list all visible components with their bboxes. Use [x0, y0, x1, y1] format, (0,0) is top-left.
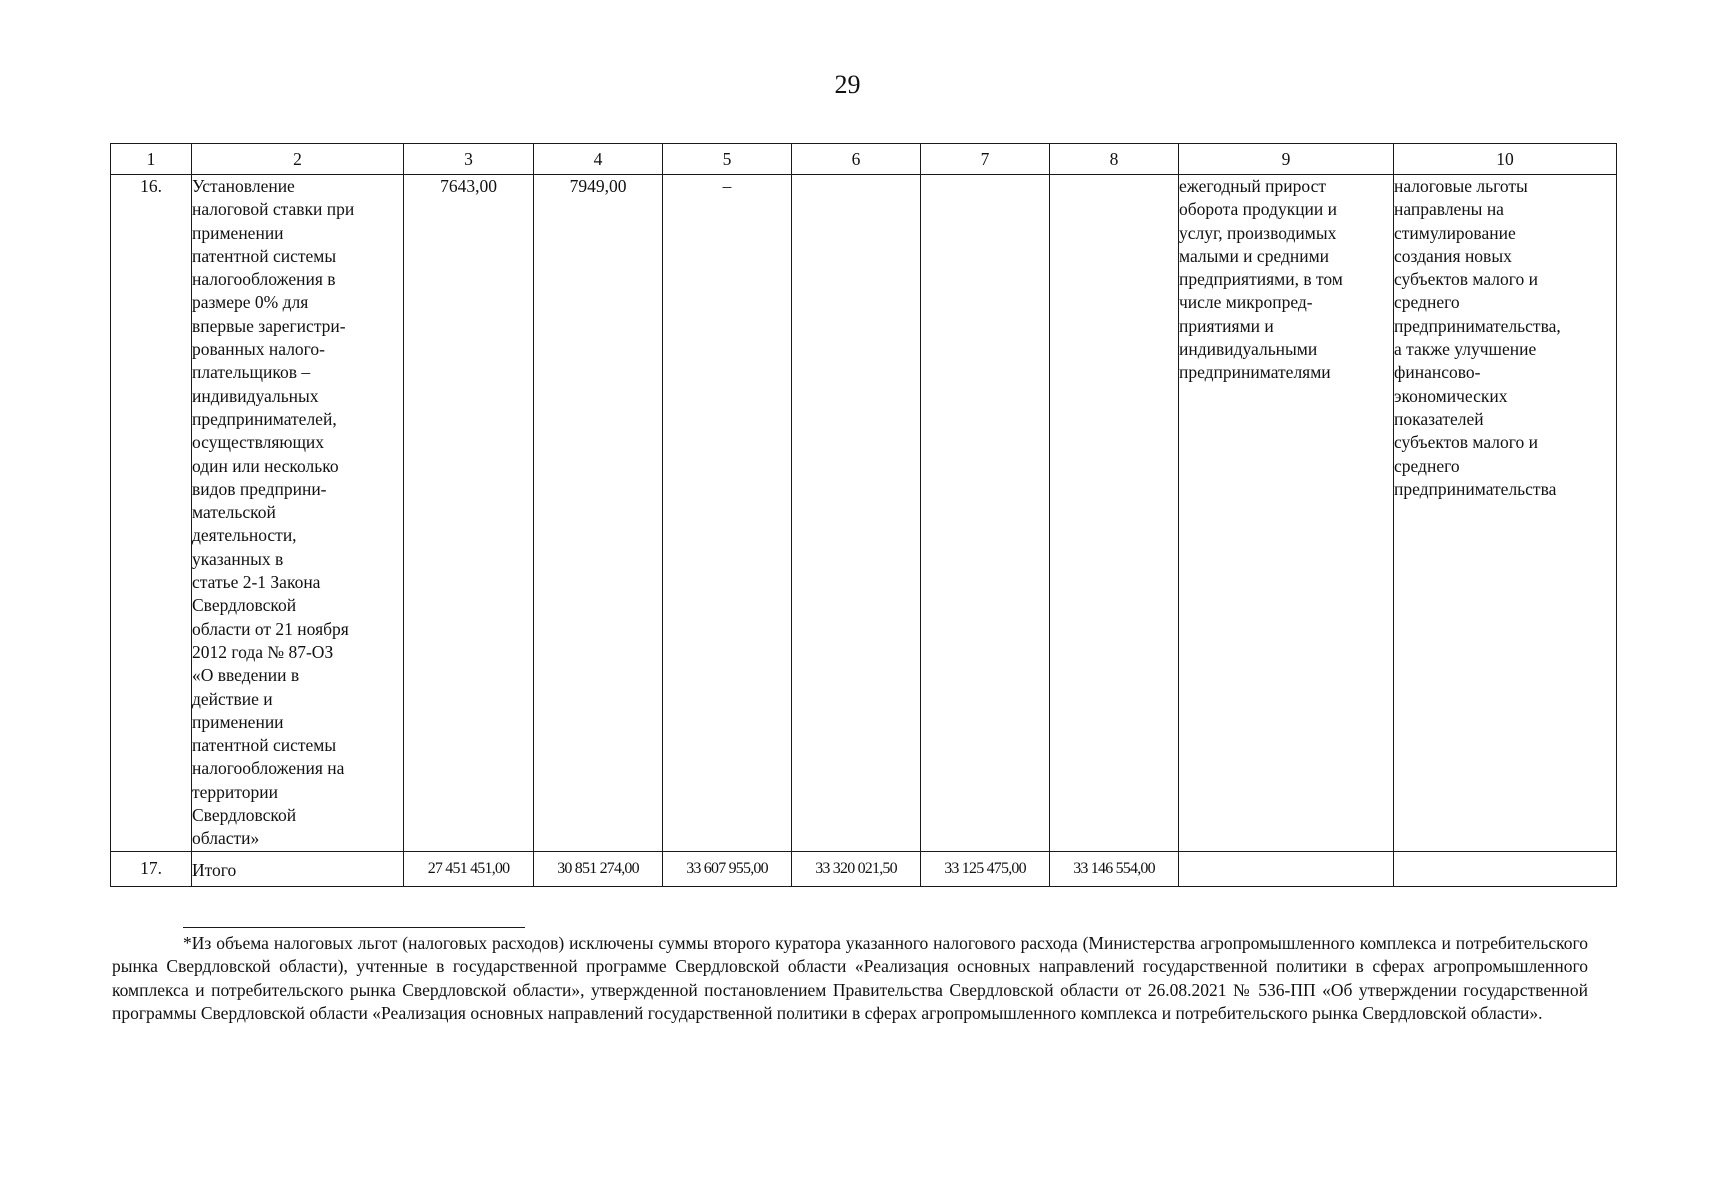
footnote-text: *Из объема налоговых льгот (налоговых расходов) исключены суммы второго куратора указанного налогового расхода (Министерства агропромышленного комплекса и потребительского рынка Свердловской области), учтенные в государственной программе Свердловской области «Реализация основных направлений государственной политики в сферах агропромышленного комплекса и потребительского рынка Свердловской области», утвержденной постановлением Правительства Свердловской области от 26.08.2021 № 536-ПП «Об утверждении государственной программы Свердловской области «Реализация основных направлений государственной политики в сферах агропромышленного комплекса и потребительского рынка Свердловской области». — [112, 933, 1588, 1024]
row-number: 16. — [111, 175, 192, 852]
measure-description: Установление налоговой ставки при применении патентной системы налогообложения в размере 0% для впервые зарегистри- рованных налого- плательщиков – индивидуальных предпринимателей, осуществляющих один или несколько видов предприни- мательской деятельности, указанных в статье 2-1 Закона Свердловской области от 21 ноября 2012 года № 87-ОЗ «О введении в действие и применении патентной системы налогообложения на территории Свердловской области» — [192, 175, 404, 852]
column-header: 7 — [921, 144, 1050, 175]
table-row-total — [111, 851, 1617, 886]
value-cell: – — [663, 175, 792, 852]
column-header: 5 — [663, 144, 792, 175]
page-number: 29 — [834, 70, 861, 99]
target-indicator: ежегодный прирост оборота продукции и услуг, производимых малыми и средними предприятиями, в том числе микропред- приятиями и индивидуальными предпринимателями — [1179, 175, 1394, 852]
column-header: 2 — [192, 144, 404, 175]
empty-cell — [1179, 851, 1394, 886]
purpose-description: налоговые льготы направлены на стимулирование создания новых субъектов малого и среднего предпринимательства, а также улучшение финансово- экономических показателей субъектов малого и среднего предпринимательства — [1394, 175, 1617, 852]
total-label: Итого — [192, 851, 404, 886]
value-cell: 7949,00 — [534, 175, 663, 852]
tax-expenditure-table — [110, 143, 1617, 887]
column-header: 3 — [404, 144, 534, 175]
row-number: 17. — [111, 851, 192, 886]
empty-cell — [1394, 851, 1617, 886]
column-header: 6 — [792, 144, 921, 175]
value-cell — [1050, 175, 1179, 852]
column-header: 1 — [111, 144, 192, 175]
value-cell — [792, 175, 921, 852]
column-header: 8 — [1050, 144, 1179, 175]
column-header: 9 — [1179, 144, 1394, 175]
value-cell: 7643,00 — [404, 175, 534, 852]
table-row — [111, 175, 1617, 852]
column-header: 4 — [534, 144, 663, 175]
total-value: 33 146 554,00 — [1050, 851, 1179, 886]
column-header: 10 — [1394, 144, 1617, 175]
total-value: 33 607 955,00 — [663, 851, 792, 886]
column-number-row — [111, 144, 1617, 175]
total-value: 33 320 021,50 — [792, 851, 921, 886]
total-value: 30 851 274,00 — [534, 851, 663, 886]
total-value: 27 451 451,00 — [404, 851, 534, 886]
total-value: 33 125 475,00 — [921, 851, 1050, 886]
value-cell — [921, 175, 1050, 852]
footnote-divider — [183, 927, 525, 928]
